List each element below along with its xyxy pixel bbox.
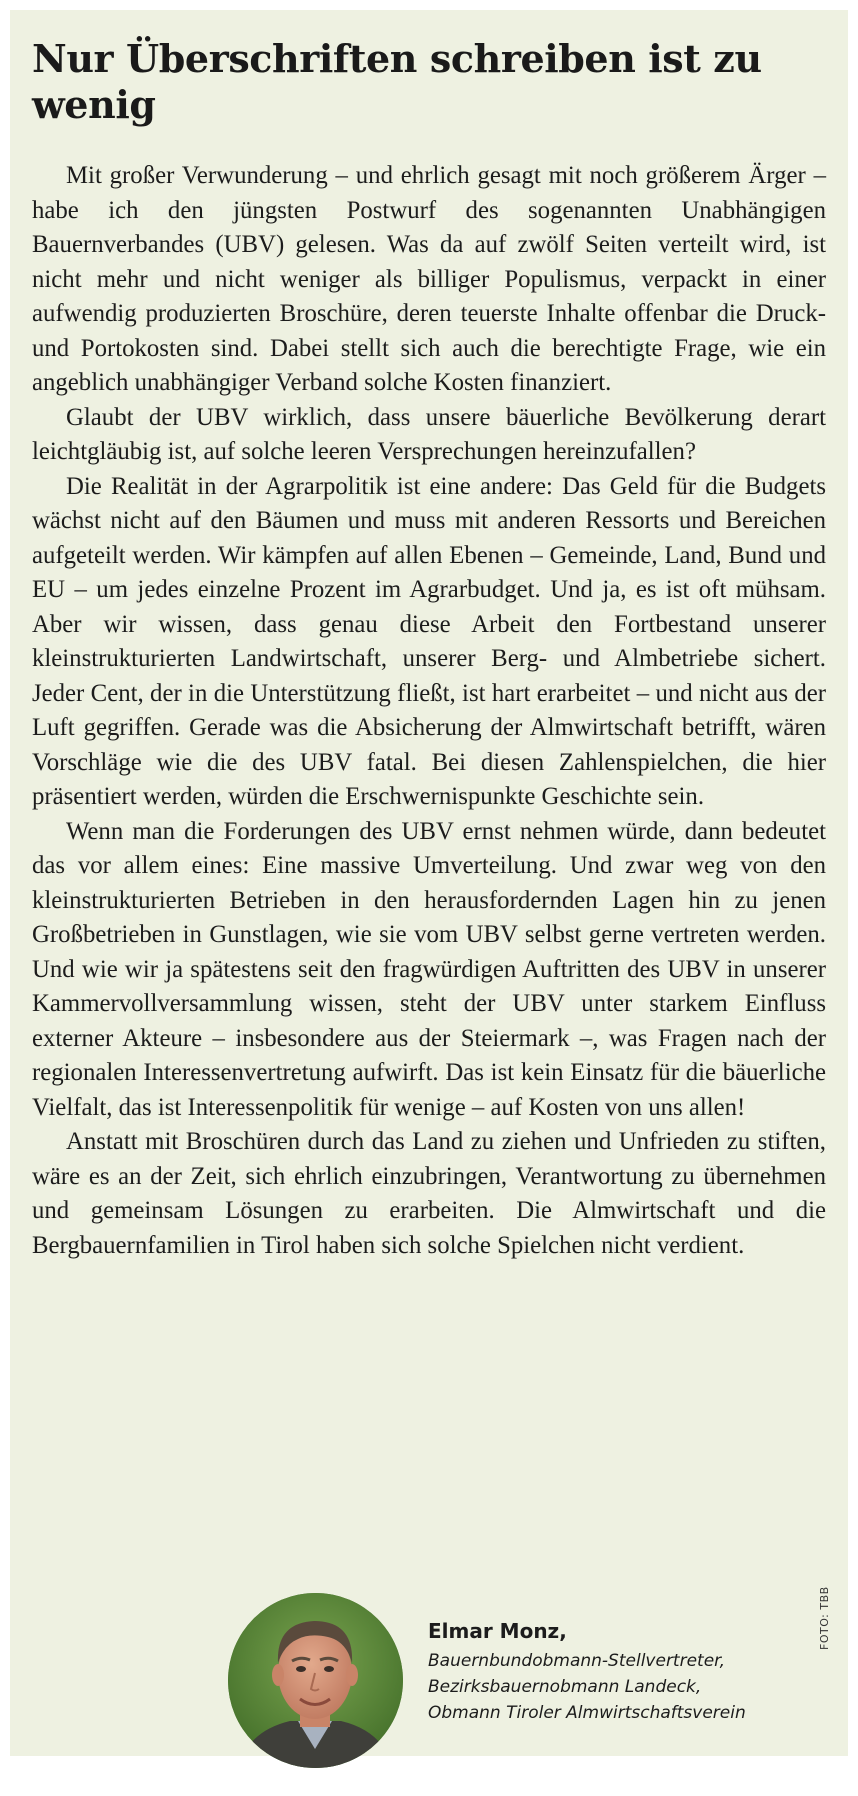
- author-role-2: Bezirksbauernobmann Landeck,: [428, 1677, 702, 1697]
- article-paragraph-5: Anstatt mit Broschüren durch das Land zu ziehen und Unfrieden zu stiften, wäre es an der Zeit, sich ehrlich einzubringen, Verantwortung zu übernehmen und gemeinsam Lösungen zu erarbeiten. Die Almwirtschaft und die Bergbauernfamilien in Tirol haben sich solche Spielchen nicht verdient.: [32, 1128, 826, 1259]
- article-paragraph-1: Mit großer Verwunderung – und ehrlich gesagt mit noch größerem Ärger – habe ich den jüngsten Postwurf des sogenannten Unabhängigen Bauernverbandes (UBV) gelesen. Was da auf zwölf Seiten verteilt wird, ist nicht mehr und nicht weniger als billiger Populismus, verpackt in einer aufwendig produzierten Broschüre, deren teuerste Inhalte offenbar die Druck- und Portokosten sind. Dabei stellt sich auch die berechtigte Frage, wie ein angeblich unabhängiger Verband solche Kosten finanziert.: [32, 162, 826, 397]
- author-info: [428, 1618, 746, 1726]
- article-headline: Nur Überschriften schreiben ist zu wenig: [32, 36, 762, 127]
- author-block: [0, 1593, 858, 1763]
- photo-credit: FOTO: TBB: [818, 1586, 831, 1650]
- author-role-1: Bauernbundobmann-Stellvertreter,: [428, 1651, 726, 1671]
- author-role-3: Obmann Tiroler Almwirtschaftsverein: [428, 1703, 746, 1723]
- article-paragraph-2: Glaubt der UBV wirklich, dass unsere bäuerliche Bevölkerung derart leichtgläubig ist, auf solche leeren Versprechungen hereinzufallen?: [32, 403, 826, 466]
- author-name: Elmar Monz,: [428, 1619, 567, 1643]
- article-paragraph-4: Wenn man die Forderungen des UBV ernst nehmen würde, dann bedeutet das vor allem eines: Eine massive Umverteilung. Und zwar weg von den kleinstrukturierten Betrieben in den herausfordernden Lagen hin zu jenen Großbetrieben in Gunstlagen, wie sie vom UBV selbst gerne vertreten werden. Und wie wir ja spätestens seit den fragwürdigen Auftritten des UBV in unserer Kammervollversammlung wissen, steht der UBV unter starkem Einfluss externer Akteure – insbesondere aus der Steiermark –, was Fragen nach der regionalen Interessenvertretung aufwirft. Das ist kein Einsatz für die bäuerliche Vielfalt, das ist Interessenpolitik für wenige – auf Kosten von uns allen!: [32, 817, 826, 1121]
- article-panel: [10, 10, 848, 1756]
- article-paragraph-3: Die Realität in der Agrarpolitik ist eine andere: Das Geld für die Budgets wächst nicht auf den Bäumen und muss mit anderen Ressorts und Bereichen aufgeteilt werden. Wir kämpfen auf allen Ebenen – Gemeinde, Land, Bund und EU – um jedes einzelne Prozent im Agrarbudget. Und ja, es ist oft mühsam. Aber wir wissen, dass genau diese Arbeit den Fortbestand unserer kleinstrukturierten Landwirtschaft, unserer Berg- und Almbetriebe sichert. Jeder Cent, der in die Unterstützung fließt, ist hart erarbeitet – und nicht aus der Luft gegriffen. Gerade was die Absicherung der Almwirtschaft betrifft, wären Vorschläge wie die des UBV fatal. Bei diesen Zahlenspielchen, die hier präsentiert werden, würden die Erschwernispunkte Geschichte sein.: [32, 472, 826, 811]
- article-body: [32, 159, 826, 1263]
- author-portrait: [228, 1593, 403, 1768]
- author-portrait-image: [228, 1593, 403, 1768]
